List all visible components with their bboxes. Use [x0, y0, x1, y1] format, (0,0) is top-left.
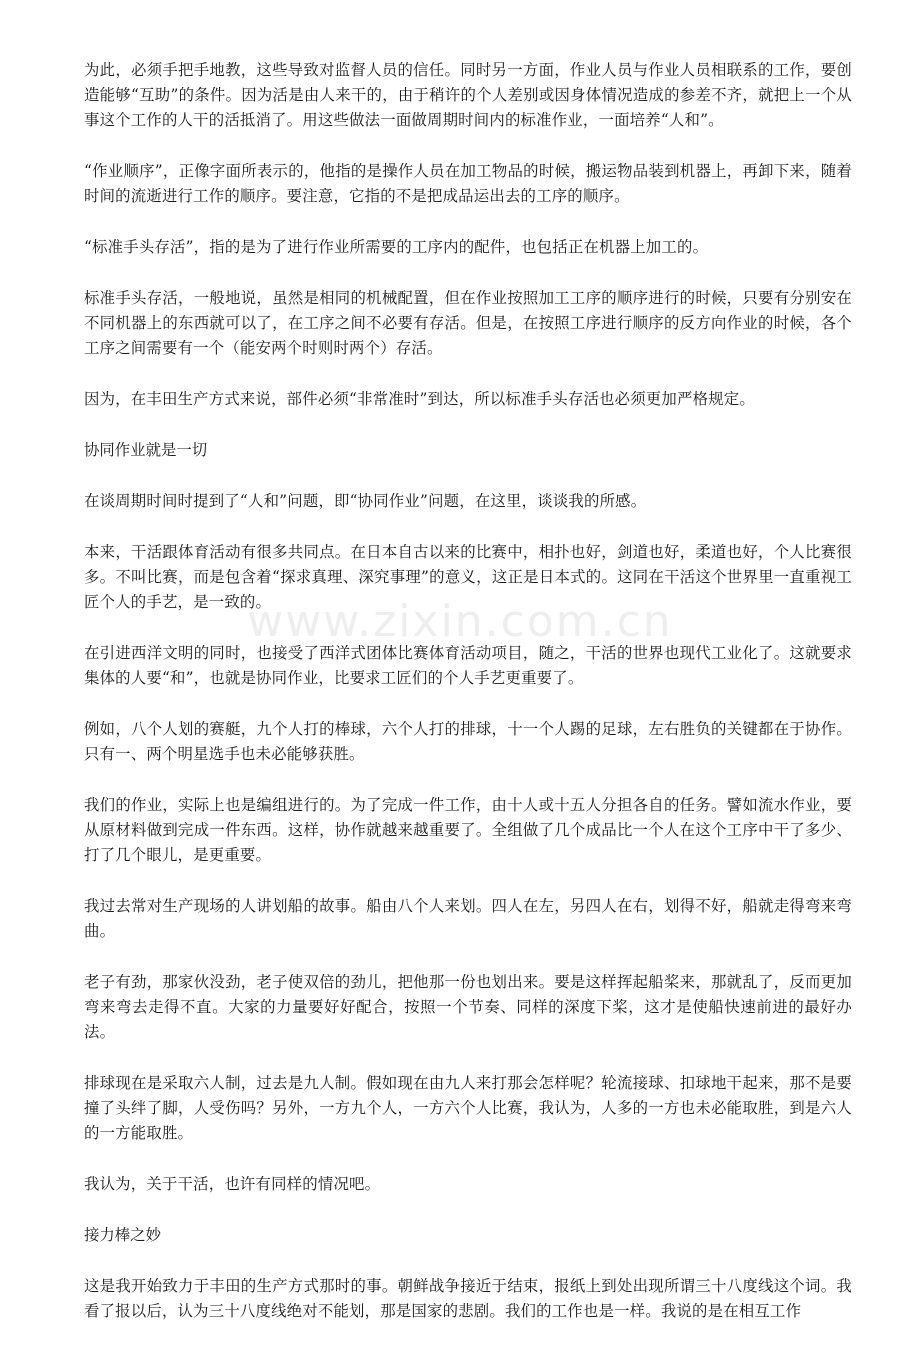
paragraph: “标准手头存活”，指的是为了进行作业所需要的工序内的配件，也包括正在机器上加工的。: [84, 238, 709, 256]
paragraph: 在引进西洋文明的同时，也接受了西洋式团体比赛体育活动项目，随之，干活的世界也现代工业化了。这就要求集体的人要“和”，也就是协同作业，比要求工匠们的个人手艺更重要了。: [84, 644, 852, 687]
paragraph: 例如，八个人划的赛艇，九个人打的棒球，六个人打的排球，十一个人踢的足球，左右胜负的关键都在于协作。只有一、两个明星选手也未必能够获胜。: [84, 720, 852, 763]
watermark: www.zixin.com.cn: [247, 596, 673, 647]
paragraph: 排球现在是采取六人制，过去是九人制。假如现在由九人来打那会怎样呢？轮流接球、扣球地干起来，那不是要撞了头绊了脚，人受伤吗？另外，一方九个人，一方六个人比赛，我认为，人多的一方也未必能取胜，到是六人的一方能取胜。: [84, 1074, 852, 1142]
section-heading: 协同作业就是一切: [84, 441, 208, 459]
paragraph: 在谈周期时间时提到了“人和”问题，即“协同作业”问题，在这里，谈谈我的所感。: [84, 492, 647, 510]
paragraph: 我过去常对生产现场的人讲划船的故事。船由八个人来划。四人在左，另四人在右，划得不好，船就走得弯来弯曲。: [84, 897, 852, 940]
paragraph: “作业顺序”，正像字面所表示的，他指的是操作人员在加工物品的时候，搬运物品装到机器上，再卸下来，随着时间的流逝进行工作的顺序。要注意，它指的不是把成品运出去的工序的顺序。: [84, 162, 852, 205]
paragraph: 因为，在丰田生产方式来说，部件必须“非常准时”到达，所以标准手头存活也必须更加严格规定。: [84, 390, 755, 408]
paragraph: 老子有劲，那家伙没劲，老子使双倍的劲儿，把他那一份也划出来。要是这样挥起船桨来，那就乱了，反而更加弯来弯去走得不直。大家的力量要好好配合，按照一个节奏、同样的深度下桨，这才是使船快速前进的最好办法。: [84, 973, 852, 1041]
document-body: [84, 58, 852, 1350]
paragraph: 为此，必须手把手地教，这些导致对监督人员的信任。同时另一方面，作业人员与作业人员相联系的工作，要创造能够“互助”的条件。因为活是由人来干的，由于稍许的个人差别或因身体情况造成的参差不齐，就把上一个从事这个工作的人干的活抵消了。用这些做法一面做周期时间内的标准作业，一面培养“人和”。: [84, 61, 852, 129]
paragraph: 我们的作业，实际上也是编组进行的。为了完成一件工作，由十人或十五人分担各自的任务。譬如流水作业，要从原材料做到完成一件东西。这样，协作就越来越重要了。全组做了几个成品比一个人在这个工序中干了多少、打了几个眼儿，是更重要。: [84, 796, 852, 864]
section-heading: 接力棒之妙: [84, 1226, 161, 1244]
paragraph: 这是我开始致力于丰田的生产方式那时的事。朝鲜战争接近于结束，报纸上到处出现所谓三十八度线这个词。我看了报以后，认为三十八度线绝对不能划，那是国家的悲剧。我们的工作也是一样。我说的是在相互工作: [84, 1277, 852, 1320]
paragraph: 本来，干活跟体育活动有很多共同点。在日本自古以来的比赛中，相扑也好，剑道也好，柔道也好，个人比赛很多。不叫比赛，而是包含着“探求真理、深究事理”的意义，这正是日本式的。这同在干活这个世界里一直重视工匠个人的手艺，是一致的。: [84, 543, 852, 611]
paragraph: 我认为，关于干活，也许有同样的情况吧。: [84, 1175, 381, 1193]
paragraph: 标准手头存活，一般地说，虽然是相同的机械配置，但在作业按照加工工序的顺序进行的时候，只要有分别安在不同机器上的东西就可以了，在工序之间不必要有存活。但是，在按照工序进行顺序的反方向作业的时候，各个工序之间需要有一个（能安两个时则时两个）存活。: [84, 289, 852, 357]
